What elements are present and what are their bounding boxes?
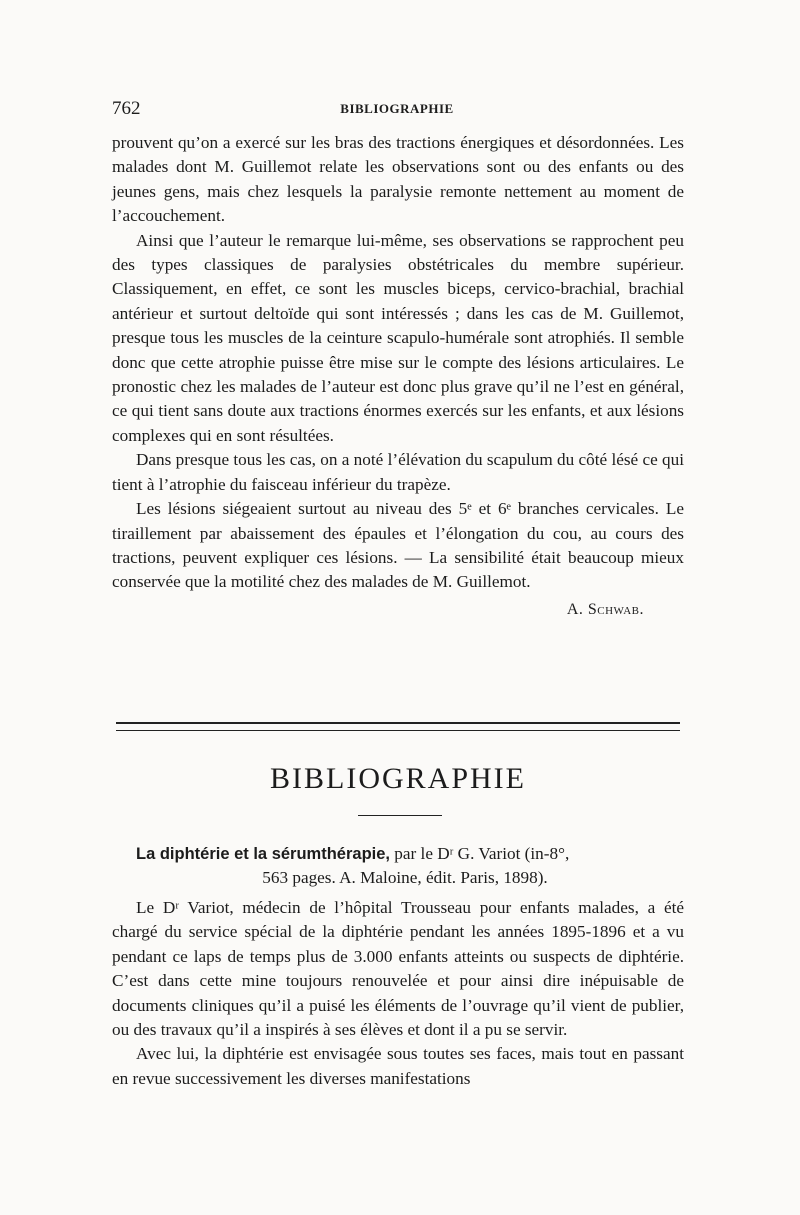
book-title: La diphtérie et la sérumthérapie, [136, 845, 390, 863]
paragraph: Le Dʳ Variot, médecin de l’hôpital Trousseau pour enfants malades, a été chargé du service spécial de la diphtérie pendant les années 1895-1896 et a vu pendant ce laps de temps plus de 3.000 enfants atteints ou suspects de diphtérie. C’est dans cette mine toujours renouvelée et pour ainsi dire inépuisable de documents cliniques qu’il a puisé les éléments de l’ouvrage qu’il vient de publier, ou des travaux qu’il a inspirés à ses élèves et dont il a pu se servir. [112, 898, 684, 1040]
paragraph: Les lésions siégeaient surtout au niveau des 5ᵉ et 6ᵉ branches cervicales. Le tiraillement par abaissement des épaules et l’élongation du cou, au cours des tractions, peuvent expliquer ces lésions. — La sensibilité était beaucoup mieux conservée que la motilité chez des malades de M. Guillemot. [112, 499, 684, 592]
title-underline [358, 815, 442, 816]
page-header [112, 98, 682, 124]
paragraph: Avec lui, la diphtérie est envisagée sous toutes ses faces, mais tout en passant en revue successivement les diverses manifestations [112, 1044, 684, 1088]
book-reference [112, 842, 684, 890]
running-head: BIBLIOGRAPHIE [340, 101, 454, 116]
author-signature: A. Schwab. [566, 600, 644, 618]
previous-article [112, 131, 684, 622]
paragraph: Ainsi que l’auteur le remarque lui-même, ses observations se rapprochent peu des types classiques de paralysies obstétricales du membre supérieur. Classiquement, en effet, ce sont les muscles biceps, cervico-brachial, brachial antérieur et surtout deltoïde qui sont intéressés ; dans les cas de M. Guillemot, presque tous les muscles de la ceinture scapulo-humérale sont atrophiés. Il semble donc que cette atrophie puisse être mise sur le compte des lésions articulaires. Le pronostic chez les malades de l’auteur est donc plus grave qu’il ne l’est en général, ce qui tient sans doute aux tractions énormes exercés sur les enfants, et aux lésions complexes qui en sont résultées. [112, 230, 684, 445]
paragraph: Dans presque tous les cas, on a noté l’élévation du scapulum du côté lésé ce qui tient à l’atrophie du faisceau inférieur du trapèze. [112, 450, 684, 494]
book-review [112, 896, 684, 1091]
paragraph: prouvent qu’on a exercé sur les bras des tractions énergiques et désordonnées. Les malades dont M. Guillemot relate les observations sont ou des enfants ou des jeunes gens, mais chez lesquels la paralysie remonte nettement au moment de l’accouchement. [112, 133, 684, 226]
page-number: 762 [112, 98, 141, 119]
book-author-info: par le Dʳ G. Variot (in-8°, [390, 844, 570, 863]
section-title: BIBLIOGRAPHIE [270, 762, 526, 795]
section-divider [116, 722, 680, 731]
book-publication-info: 563 pages. A. Maloine, édit. Paris, 1898). [262, 868, 548, 887]
